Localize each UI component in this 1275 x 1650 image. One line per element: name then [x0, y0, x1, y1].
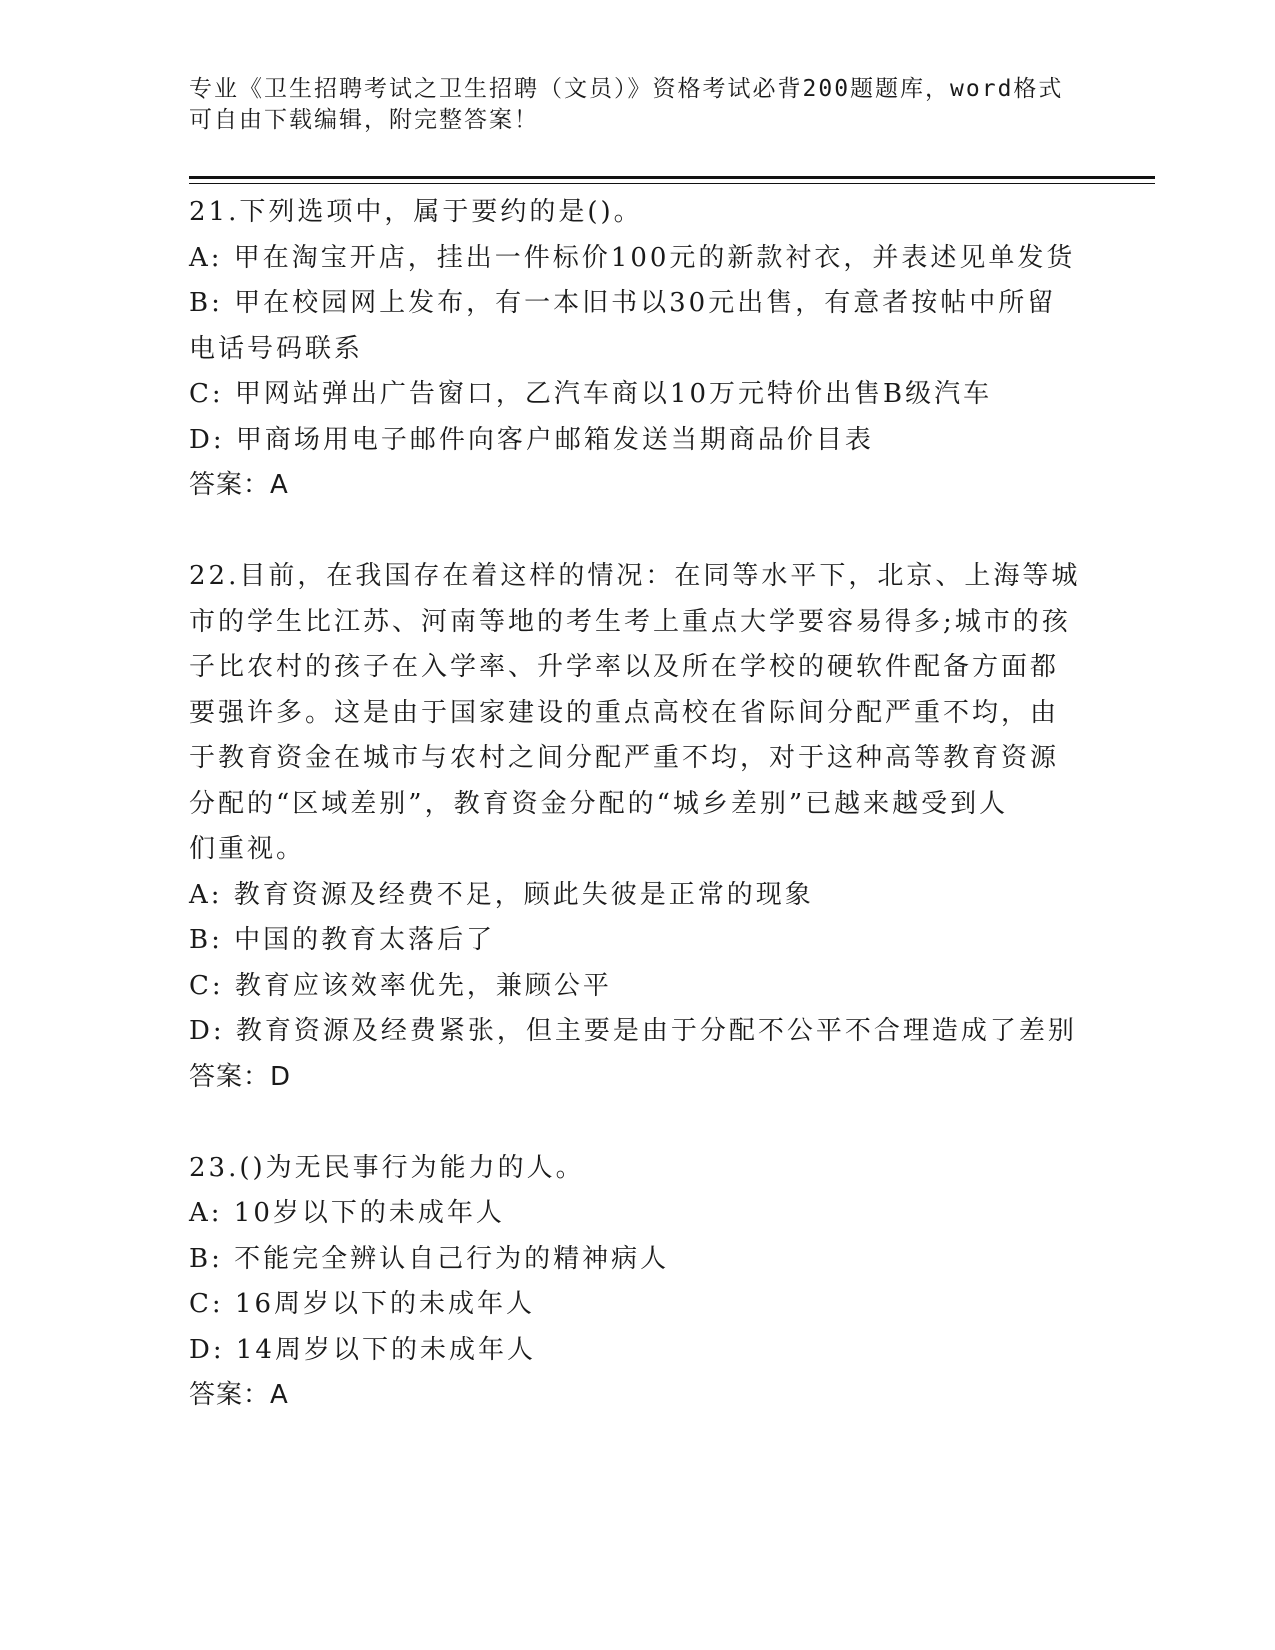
option-b: B: 甲在校园网上发布，有一本旧书以30元出售，有意者按帖中所留: [189, 288, 1057, 318]
option-b: B: 不能完全辨认自己行为的精神病人: [189, 1243, 670, 1274]
answer-label: 答案：A: [189, 1380, 289, 1410]
question-22: [189, 554, 1089, 1100]
question-stem-line: 21.下列选项中，属于要约的是()。: [189, 197, 643, 227]
option-d: D: 甲商场用电子邮件向客户邮箱发送当期商品价目表: [189, 424, 874, 455]
question-stem-line: 市的学生比江苏、河南等地的考生考上重点大学要容易得多;城市的孩: [189, 606, 1071, 637]
header-line-2: 可自由下载编辑，附完整答案！: [189, 107, 539, 133]
question-list: [189, 190, 1089, 1419]
answer-label: 答案：D: [189, 1061, 292, 1092]
question-stem-line: 们重视。: [189, 834, 306, 864]
question-stem-line: 23.()为无民事行为能力的人。: [189, 1152, 585, 1183]
answer-label: 答案：A: [189, 470, 289, 500]
option-d: D: 14周岁以下的未成年人: [189, 1334, 536, 1365]
option-c: C: 教育应该效率优先，兼顾公平: [189, 970, 612, 1001]
option-a: A: 甲在淘宝开店，挂出一件标价100元的新款衬衣，并表述见单发货: [189, 242, 1076, 273]
question-21: [189, 190, 1089, 509]
question-spacer: [189, 1100, 1089, 1146]
question-stem-line: 子比农村的孩子在入学率、升学率以及所在学校的硬软件配备方面都: [189, 652, 1060, 682]
option-d: D: 教育资源及经费紧张，但主要是由于分配不公平不合理造成了差别: [189, 1016, 1077, 1046]
question-stem-line: 要强许多。这是由于国家建设的重点高校在省际间分配严重不均，由: [189, 697, 1060, 728]
header-rule-thin: [189, 183, 1155, 184]
option-a: A: 教育资源及经费不足，顾此失彼是正常的现象: [189, 879, 814, 910]
option-c: C: 16周岁以下的未成年人: [189, 1289, 536, 1319]
question-stem-line: 分配的“区域差别”，教育资金分配的“城乡差别”已越来越受到人: [189, 788, 1009, 819]
header-rule-thick: [189, 176, 1155, 179]
question-23: [189, 1146, 1089, 1419]
question-stem-line: 于教育资金在城市与农村之间分配严重不均，对于这种高等教育资源: [189, 743, 1060, 773]
question-spacer: [189, 509, 1089, 555]
option-b: B: 中国的教育太落后了: [189, 925, 496, 955]
option-b-continued: 电话号码联系: [189, 333, 364, 364]
option-c: C: 甲网站弹出广告窗口，乙汽车商以10万元特价出售B级汽车: [189, 379, 993, 409]
option-a: A: 10岁以下的未成年人: [189, 1198, 505, 1228]
question-stem-line: 22.目前，在我国存在着这样的情况：在同等水平下，北京、上海等城: [189, 561, 1081, 591]
document-header: [189, 74, 1069, 136]
header-line-1: 专业《卫生招聘考试之卫生招聘（文员）》资格考试必背200题题库，word格式: [189, 76, 1064, 102]
